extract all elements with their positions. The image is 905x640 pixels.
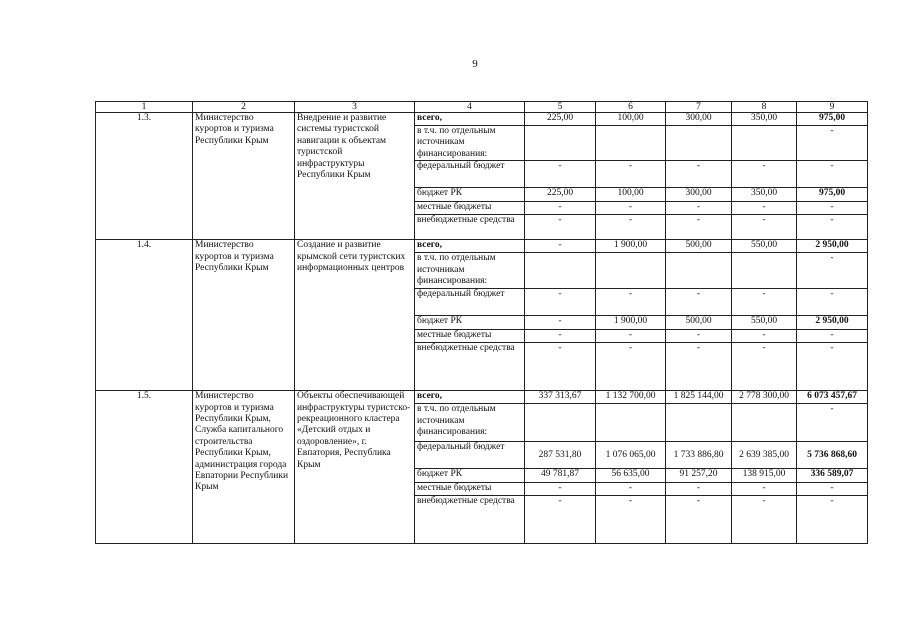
value-cell: - — [596, 343, 666, 391]
category-incl: в т.ч. по отдельным источникам финансирования: — [415, 126, 525, 161]
value-cell: 500,00 — [666, 240, 732, 253]
value-cell: - — [732, 215, 797, 240]
value-cell: - — [732, 496, 797, 544]
value-cell: - — [525, 240, 596, 253]
column-header: 4 — [415, 102, 525, 113]
category-local: местные бюджеты — [415, 330, 525, 343]
value-cell: 350,00 — [732, 113, 797, 126]
value-cell: 1 825 144,00 — [666, 391, 732, 404]
category-extra: внебюджетные средства — [415, 215, 525, 240]
value-cell: - — [732, 330, 797, 343]
value-cell: 1 733 886,80 — [666, 442, 732, 469]
value-cell: - — [525, 343, 596, 391]
measure-title: Внедрение и развитие системы туристской навигации к объектам туристской инфраструктуры Республики Крым — [295, 113, 415, 240]
table-row — [96, 240, 868, 253]
value-cell: - — [596, 483, 666, 496]
value-cell: - — [525, 316, 596, 330]
value-cell: 337 313,67 — [525, 391, 596, 404]
value-cell: - — [525, 483, 596, 496]
value-cell: 91 257,20 — [666, 469, 732, 483]
category-federal: федеральный бюджет — [415, 161, 525, 188]
value-cell: - — [525, 496, 596, 544]
value-cell: 1 900,00 — [596, 316, 666, 330]
value-cell: - — [666, 343, 732, 391]
value-cell: - — [797, 496, 868, 544]
value-cell: 100,00 — [596, 188, 666, 202]
column-header: 9 — [797, 102, 868, 113]
value-cell: - — [596, 161, 666, 188]
total-cell: 975,00 — [797, 113, 868, 126]
value-cell: - — [596, 330, 666, 343]
value-cell: - — [525, 289, 596, 316]
row-number: 1.3. — [96, 113, 193, 240]
value-cell: 56 635,00 — [596, 469, 666, 483]
column-header: 8 — [732, 102, 797, 113]
category-total: всего, — [415, 113, 525, 126]
row-number: 1.5. — [96, 391, 193, 544]
value-cell: 300,00 — [666, 113, 732, 126]
category-federal: федеральный бюджет — [415, 289, 525, 316]
responsible-org: Министерство курортов и туризма Республики Крым, Служба капитального строительства Республики Крым, администрация города Евпатории Республики Крым — [193, 391, 295, 544]
value-cell: - — [525, 215, 596, 240]
value-cell: - — [596, 215, 666, 240]
value-cell: - — [732, 289, 797, 316]
value-cell: 2 639 385,00 — [732, 442, 797, 469]
category-extra: внебюджетные средства — [415, 343, 525, 391]
value-cell: - — [666, 161, 732, 188]
total-cell: 975,00 — [797, 188, 868, 202]
column-header: 2 — [193, 102, 295, 113]
value-cell: - — [797, 483, 868, 496]
value-cell: 2 778 300,00 — [732, 391, 797, 404]
column-header: 5 — [525, 102, 596, 113]
value-cell: 138 915,00 — [732, 469, 797, 483]
value-cell: - — [666, 215, 732, 240]
category-rk: бюджет РК — [415, 316, 525, 330]
value-cell: - — [666, 330, 732, 343]
header-row — [96, 102, 868, 113]
value-cell: - — [666, 483, 732, 496]
table-row — [96, 391, 868, 404]
value-cell: 350,00 — [732, 188, 797, 202]
value-cell: - — [732, 202, 797, 215]
row-number: 1.4. — [96, 240, 193, 391]
value-cell: 1 076 065,00 — [596, 442, 666, 469]
value-cell: - — [596, 202, 666, 215]
value-cell: 225,00 — [525, 113, 596, 126]
value-cell: - — [525, 330, 596, 343]
value-cell: 550,00 — [732, 240, 797, 253]
value-cell: 550,00 — [732, 316, 797, 330]
category-rk: бюджет РК — [415, 469, 525, 483]
column-header: 6 — [596, 102, 666, 113]
category-incl: в т.ч. по отдельным источникам финансирования: — [415, 253, 525, 289]
category-rk: бюджет РК — [415, 188, 525, 202]
value-cell: - — [666, 289, 732, 316]
value-cell: - — [797, 215, 868, 240]
measure-title: Объекты обеспечивающей инфраструктуры туристско-рекреационного кластера «Детский отдых и оздоровление», г. Евпатория, Республика Крым — [295, 391, 415, 544]
total-cell: 336 589,07 — [797, 469, 868, 483]
value-cell: - — [797, 202, 868, 215]
value-cell: - — [797, 404, 868, 442]
responsible-org: Министерство курортов и туризма Республики Крым — [193, 113, 295, 240]
total-cell: 2 950,00 — [797, 240, 868, 253]
value-cell: 225,00 — [525, 188, 596, 202]
value-cell: - — [797, 161, 868, 188]
value-cell: - — [666, 496, 732, 544]
value-cell: 100,00 — [596, 113, 666, 126]
value-cell: 1 900,00 — [596, 240, 666, 253]
category-incl: в т.ч. по отдельным источникам финансирования: — [415, 404, 525, 442]
table-row — [96, 113, 868, 126]
category-local: местные бюджеты — [415, 202, 525, 215]
value-cell: - — [525, 202, 596, 215]
total-cell: 2 950,00 — [797, 316, 868, 330]
value-cell: 300,00 — [666, 188, 732, 202]
value-cell: - — [525, 161, 596, 188]
value-cell: - — [732, 483, 797, 496]
value-cell: 500,00 — [666, 316, 732, 330]
value-cell: - — [797, 343, 868, 391]
column-header: 3 — [295, 102, 415, 113]
measure-title: Создание и развитие крымской сети туристских информационных центров — [295, 240, 415, 391]
total-cell: 6 073 457,67 — [797, 391, 868, 404]
value-cell: - — [666, 202, 732, 215]
value-cell: - — [596, 289, 666, 316]
column-header: 7 — [666, 102, 732, 113]
value-cell: 49 781,87 — [525, 469, 596, 483]
value-cell: - — [797, 289, 868, 316]
value-cell: - — [797, 330, 868, 343]
value-cell: - — [732, 161, 797, 188]
total-cell: 5 736 868,60 — [797, 442, 868, 469]
category-local: местные бюджеты — [415, 483, 525, 496]
category-federal: федеральный бюджет — [415, 442, 525, 469]
funding-table — [95, 101, 868, 544]
value-cell: - — [797, 253, 868, 289]
category-total: всего, — [415, 391, 525, 404]
value-cell: 287 531,80 — [525, 442, 596, 469]
value-cell: 1 132 700,00 — [596, 391, 666, 404]
value-cell: - — [596, 496, 666, 544]
value-cell: - — [732, 343, 797, 391]
value-cell: - — [797, 126, 868, 161]
category-total: всего, — [415, 240, 525, 253]
page-number: 9 — [472, 58, 478, 70]
responsible-org: Министерство курортов и туризма Республики Крым — [193, 240, 295, 391]
category-extra: внебюджетные средства — [415, 496, 525, 544]
column-header: 1 — [96, 102, 193, 113]
